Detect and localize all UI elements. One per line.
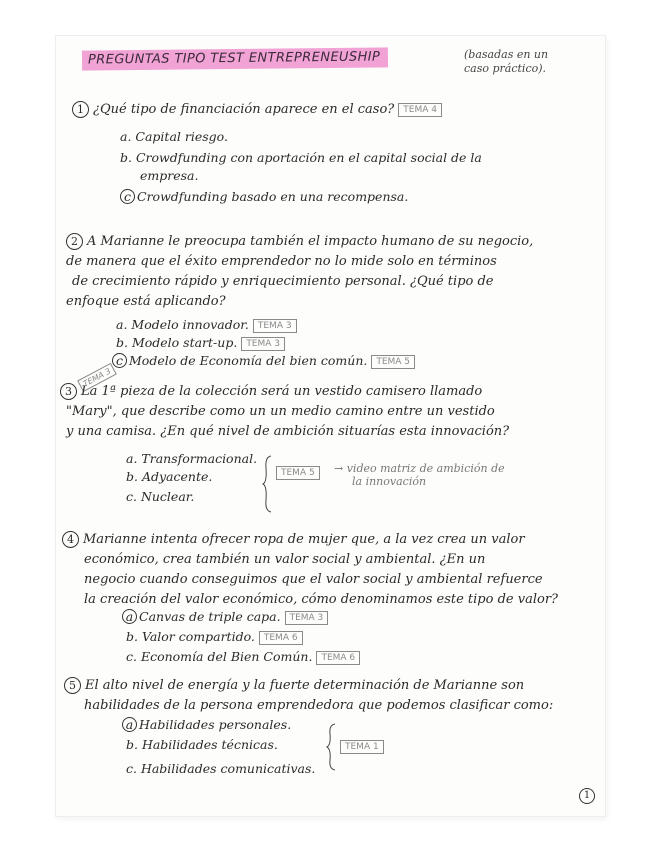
selected-answer-circle: c <box>120 189 135 204</box>
question-number: 4 <box>62 531 79 548</box>
q2-option-c: c Modelo de Economía del bien común. TEMA 5 <box>112 352 415 370</box>
question-text: ¿Qué tipo de financiación aparece en el caso? <box>93 102 395 117</box>
tema-tag: TEMA 5 <box>276 466 320 480</box>
tema-tag: TEMA 5 <box>371 355 415 369</box>
q3-option-b: b. Adyacente. <box>126 469 213 484</box>
title-note <box>464 48 548 76</box>
question-number: 3 <box>60 383 77 400</box>
question-number: 1 <box>72 101 89 118</box>
question-5: 5 El alto nivel de energía y la fuerte determinación de Marianne son habilidades de la persona emprendedora que podemos clasificar como: <box>64 676 553 716</box>
notebook-page <box>56 36 605 816</box>
q1-option-c: c Crowdfunding basado en una recompensa. <box>120 188 408 206</box>
q5-tag-group <box>336 736 384 755</box>
tema-tag: TEMA 1 <box>340 740 384 754</box>
q3-option-c: c. Nuclear. <box>126 489 195 504</box>
tema-tag: TEMA 3 <box>241 337 285 351</box>
q2-option-b: b. Modelo start-up. TEMA 3 <box>116 334 285 352</box>
question-2: 2 A Marianne le preocupa también el impacto humano de su negocio, de manera que el éxito emprendedor no lo mide solo en términos de crecimiento rápido y enriquecimiento personal. ¿Qué tipo de enfoque está aplicando? <box>66 234 534 309</box>
question-1 <box>72 100 442 120</box>
title-note-line2: caso práctico). <box>464 62 547 75</box>
question-number: 2 <box>66 233 83 250</box>
tema-tag: TEMA 3 <box>285 611 329 625</box>
page-title: PREGUNTAS TIPO TEST ENTREPRENEUSHIP <box>82 47 388 70</box>
q1-option-b-cont: empresa. <box>140 168 199 183</box>
tema-stamp: TEMA 3 <box>77 363 117 392</box>
q4-option-a: a Canvas de triple capa. TEMA 3 <box>122 608 328 626</box>
question-4: 4 Marianne intenta ofrecer ropa de mujer que, a la vez crea un valor económico, crea también un valor social y ambiental. ¿En un negocio cuando conseguimos que el valor social y ambiental refuerce la creación del valor económico, cómo denominamos este tipo de valor? <box>62 530 558 610</box>
q1-option-a: a. Capital riesgo. <box>120 129 228 144</box>
selected-answer-circle: a <box>122 609 137 624</box>
selected-answer-circle: c <box>112 353 127 368</box>
q5-option-b: b. Habilidades técnicas. <box>126 737 278 752</box>
question-number: 5 <box>64 677 81 694</box>
q5-option-c: c. Habilidades comunicativas. <box>126 761 316 776</box>
q4-option-c: c. Economía del Bien Común. TEMA 6 <box>126 648 360 666</box>
q3-side-note: → video matriz de ambición de la innovación <box>334 462 505 488</box>
q3-tag-group <box>272 462 320 481</box>
tema-tag: TEMA 3 <box>253 319 297 333</box>
q3-option-a: a. Transformacional. <box>126 451 258 466</box>
q4-option-b: b. Valor compartido. TEMA 6 <box>126 628 303 646</box>
q1-option-b: b. Crowdfunding con aportación en el capital social de la <box>120 150 482 165</box>
tema-tag: TEMA 4 <box>398 103 442 117</box>
tema-tag: TEMA 6 <box>316 651 360 665</box>
selected-answer-circle: a <box>122 717 137 732</box>
q5-option-a: a Habilidades personales. <box>122 716 291 734</box>
page-number: 1 <box>579 788 595 804</box>
title-note-line1: (basadas en un <box>464 48 549 61</box>
q2-option-a: a. Modelo innovador. TEMA 3 <box>116 316 297 334</box>
question-3: 3 La 1ª pieza de la colección será un vestido camisero llamado "Mary", que describe como un un medio camino entre un vestido y una camisa. ¿En qué nivel de ambición situarías esta innovación? <box>60 382 509 442</box>
tema-tag: TEMA 6 <box>259 631 303 645</box>
